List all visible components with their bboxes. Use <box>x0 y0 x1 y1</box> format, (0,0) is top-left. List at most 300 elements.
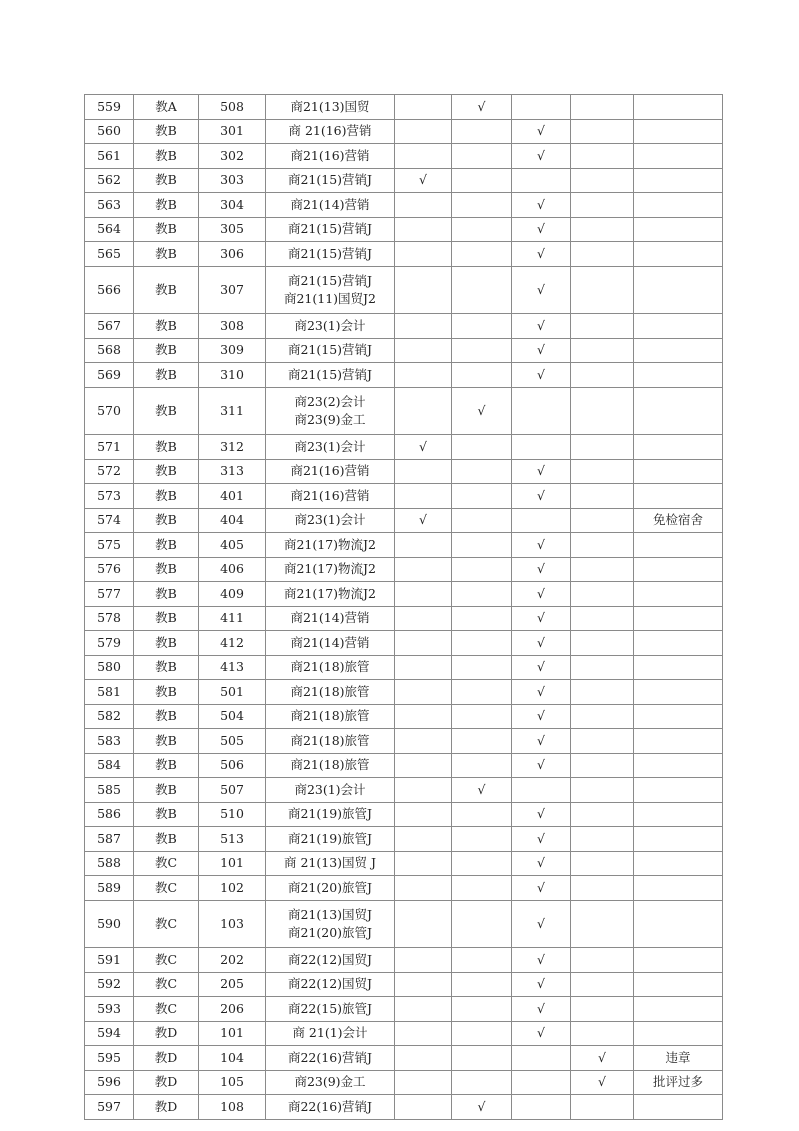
row-number-cell: 592 <box>85 972 134 997</box>
check-cell <box>512 680 571 705</box>
check-cell <box>395 729 452 754</box>
row-number-cell: 593 <box>85 997 134 1022</box>
class-cell <box>266 997 395 1022</box>
check-cell <box>452 582 512 607</box>
check-mark: √ <box>537 732 545 748</box>
check-mark: √ <box>537 245 545 261</box>
table-row <box>85 119 723 144</box>
check-cell <box>571 217 634 242</box>
row-number-cell: 586 <box>85 802 134 827</box>
room-cell: 304 <box>199 193 266 218</box>
check-cell <box>395 144 452 169</box>
row-number-cell: 580 <box>85 655 134 680</box>
class-name: 商22(12)国贸J <box>287 976 373 992</box>
check-mark: √ <box>537 915 545 931</box>
room-cell: 308 <box>199 314 266 339</box>
note-cell <box>634 387 723 435</box>
check-mark: √ <box>537 196 545 212</box>
note-cell: 免检宿舍 <box>634 508 723 533</box>
check-cell <box>571 972 634 997</box>
check-cell <box>395 193 452 218</box>
row-number-cell: 591 <box>85 948 134 973</box>
note-cell <box>634 827 723 852</box>
room-cell: 108 <box>199 1095 266 1120</box>
note-cell <box>634 851 723 876</box>
building-cell: 教B <box>134 533 199 558</box>
building-cell: 教B <box>134 144 199 169</box>
check-mark: √ <box>537 830 545 846</box>
check-cell <box>452 266 512 314</box>
room-cell: 105 <box>199 1070 266 1095</box>
class-cell <box>266 948 395 973</box>
class-cell <box>266 314 395 339</box>
room-cell: 309 <box>199 338 266 363</box>
check-cell <box>395 435 452 460</box>
check-mark: √ <box>537 610 545 626</box>
check-cell <box>395 851 452 876</box>
check-cell <box>395 387 452 435</box>
check-cell <box>395 948 452 973</box>
room-cell: 510 <box>199 802 266 827</box>
building-cell: 教B <box>134 266 199 314</box>
check-cell <box>452 851 512 876</box>
inspection-table <box>84 94 723 1120</box>
check-cell <box>571 655 634 680</box>
check-cell <box>395 876 452 901</box>
building-cell: 教B <box>134 314 199 339</box>
table-row <box>85 363 723 388</box>
check-cell <box>452 168 512 193</box>
table-row <box>85 851 723 876</box>
building-cell: 教B <box>134 680 199 705</box>
check-mark: √ <box>537 463 545 479</box>
check-cell <box>395 704 452 729</box>
class-name: 商21(15)营销J <box>287 172 373 188</box>
class-name: 商21(18)旅管 <box>290 659 370 675</box>
class-cell <box>266 217 395 242</box>
building-cell: 教B <box>134 459 199 484</box>
building-cell: 教D <box>134 1095 199 1120</box>
check-cell <box>452 948 512 973</box>
class-name: 商22(16)营销J <box>287 1049 373 1065</box>
table-row <box>85 217 723 242</box>
check-cell <box>512 484 571 509</box>
check-mark: √ <box>537 634 545 650</box>
check-mark: √ <box>477 1098 486 1114</box>
check-mark: √ <box>537 806 545 822</box>
class-name: 商21(13)国贸 <box>290 98 370 114</box>
note-cell <box>634 338 723 363</box>
row-number-cell: 560 <box>85 119 134 144</box>
check-cell <box>452 119 512 144</box>
class-name: 商23(1)会计 <box>294 438 366 454</box>
row-number-cell: 563 <box>85 193 134 218</box>
check-cell <box>512 557 571 582</box>
check-cell <box>452 1046 512 1071</box>
check-cell <box>395 314 452 339</box>
note-cell <box>634 557 723 582</box>
class-name: 商22(15)旅管J <box>287 1000 373 1016</box>
check-cell <box>452 533 512 558</box>
check-cell <box>571 900 634 948</box>
class-cell <box>266 435 395 460</box>
check-cell <box>395 582 452 607</box>
room-cell: 101 <box>199 851 266 876</box>
check-cell <box>571 193 634 218</box>
check-cell <box>395 557 452 582</box>
check-cell <box>452 997 512 1022</box>
note-cell <box>634 655 723 680</box>
check-cell <box>512 266 571 314</box>
row-number-cell: 561 <box>85 144 134 169</box>
building-cell: 教B <box>134 827 199 852</box>
class-cell <box>266 387 395 435</box>
check-cell <box>452 387 512 435</box>
check-cell <box>395 827 452 852</box>
class-name: 商23(1)会计 <box>294 781 366 797</box>
row-number-cell: 567 <box>85 314 134 339</box>
class-cell <box>266 484 395 509</box>
check-cell <box>452 1070 512 1095</box>
building-cell: 教B <box>134 363 199 388</box>
building-cell: 教B <box>134 753 199 778</box>
table-row <box>85 1095 723 1120</box>
check-cell <box>512 1095 571 1120</box>
class-name: 商21(16)营销 <box>290 487 370 503</box>
check-cell <box>512 704 571 729</box>
check-cell <box>452 729 512 754</box>
class-cell <box>266 972 395 997</box>
class-cell <box>266 1046 395 1071</box>
building-cell: 教B <box>134 484 199 509</box>
class-name: 商21(20)旅管J <box>287 879 373 895</box>
check-cell <box>452 338 512 363</box>
class-name: 商21(20)旅管J <box>287 924 373 940</box>
table-row <box>85 729 723 754</box>
room-cell: 311 <box>199 387 266 435</box>
table-row <box>85 778 723 803</box>
check-cell <box>512 193 571 218</box>
building-cell: 教B <box>134 655 199 680</box>
row-number-cell: 572 <box>85 459 134 484</box>
check-cell <box>571 1070 634 1095</box>
row-number-cell: 581 <box>85 680 134 705</box>
check-mark: √ <box>477 781 486 797</box>
check-cell <box>452 435 512 460</box>
room-cell: 306 <box>199 242 266 267</box>
check-cell <box>395 972 452 997</box>
check-cell <box>571 582 634 607</box>
check-cell <box>452 1021 512 1046</box>
check-cell <box>452 557 512 582</box>
building-cell: 教B <box>134 704 199 729</box>
check-cell <box>571 1046 634 1071</box>
note-cell <box>634 363 723 388</box>
room-cell: 513 <box>199 827 266 852</box>
table-row <box>85 266 723 314</box>
row-number-cell: 577 <box>85 582 134 607</box>
row-number-cell: 575 <box>85 533 134 558</box>
note-cell: 批评过多 <box>634 1070 723 1095</box>
table-row <box>85 753 723 778</box>
room-cell: 312 <box>199 435 266 460</box>
row-number-cell: 574 <box>85 508 134 533</box>
check-cell <box>452 606 512 631</box>
check-cell <box>512 435 571 460</box>
building-cell: 教B <box>134 387 199 435</box>
building-cell: 教B <box>134 168 199 193</box>
check-cell <box>512 95 571 120</box>
check-cell <box>395 119 452 144</box>
check-cell <box>395 533 452 558</box>
check-mark: √ <box>537 221 545 237</box>
check-cell <box>571 363 634 388</box>
class-name: 商21(15)营销J <box>287 366 373 382</box>
check-cell <box>512 1021 571 1046</box>
check-mark: √ <box>477 402 486 418</box>
class-name: 商21(14)营销 <box>290 196 370 212</box>
table-row <box>85 900 723 948</box>
class-cell <box>266 655 395 680</box>
class-cell <box>266 876 395 901</box>
class-name: 商21(16)营销 <box>290 463 370 479</box>
room-cell: 505 <box>199 729 266 754</box>
check-cell <box>395 997 452 1022</box>
check-cell <box>571 631 634 656</box>
class-name: 商21(18)旅管 <box>290 757 370 773</box>
row-number-cell: 576 <box>85 557 134 582</box>
room-cell: 405 <box>199 533 266 558</box>
check-cell <box>452 314 512 339</box>
check-cell <box>395 606 452 631</box>
check-cell <box>452 242 512 267</box>
table-row <box>85 827 723 852</box>
row-number-cell: 573 <box>85 484 134 509</box>
check-cell <box>395 900 452 948</box>
check-mark: √ <box>419 172 427 188</box>
check-cell <box>512 508 571 533</box>
check-cell <box>512 655 571 680</box>
row-number-cell: 570 <box>85 387 134 435</box>
check-cell <box>395 1021 452 1046</box>
row-number-cell: 590 <box>85 900 134 948</box>
check-cell <box>512 1046 571 1071</box>
check-cell <box>452 217 512 242</box>
class-cell <box>266 242 395 267</box>
check-cell <box>512 876 571 901</box>
room-cell: 504 <box>199 704 266 729</box>
note-cell <box>634 802 723 827</box>
room-cell: 404 <box>199 508 266 533</box>
class-cell <box>266 900 395 948</box>
row-number-cell: 597 <box>85 1095 134 1120</box>
class-cell <box>266 582 395 607</box>
check-cell <box>512 948 571 973</box>
class-cell <box>266 704 395 729</box>
row-number-cell: 596 <box>85 1070 134 1095</box>
row-number-cell: 565 <box>85 242 134 267</box>
table-row <box>85 242 723 267</box>
check-cell <box>512 606 571 631</box>
building-cell: 教B <box>134 606 199 631</box>
note-cell <box>634 1095 723 1120</box>
building-cell: 教C <box>134 876 199 901</box>
check-cell <box>452 1095 512 1120</box>
building-cell: 教C <box>134 997 199 1022</box>
class-name: 商 21(16)营销 <box>288 123 372 139</box>
class-name: 商23(1)会计 <box>294 317 366 333</box>
building-cell: 教C <box>134 972 199 997</box>
class-name: 商21(15)营销J <box>287 221 373 237</box>
building-cell: 教B <box>134 802 199 827</box>
check-cell <box>452 704 512 729</box>
note-cell <box>634 144 723 169</box>
check-cell <box>512 778 571 803</box>
check-cell <box>512 314 571 339</box>
check-mark: √ <box>537 366 545 382</box>
row-number-cell: 579 <box>85 631 134 656</box>
note-cell <box>634 704 723 729</box>
building-cell: 教B <box>134 631 199 656</box>
check-cell <box>512 582 571 607</box>
check-mark: √ <box>419 438 427 454</box>
class-name: 商21(16)营销 <box>290 147 370 163</box>
table-row <box>85 655 723 680</box>
table-row <box>85 997 723 1022</box>
check-cell <box>512 827 571 852</box>
class-name: 商21(18)旅管 <box>290 708 370 724</box>
note-cell <box>634 459 723 484</box>
table-row <box>85 338 723 363</box>
check-cell <box>452 827 512 852</box>
table-row <box>85 948 723 973</box>
room-cell: 104 <box>199 1046 266 1071</box>
note-cell <box>634 435 723 460</box>
check-cell <box>452 802 512 827</box>
check-cell <box>571 435 634 460</box>
note-cell <box>634 729 723 754</box>
check-mark: √ <box>537 708 545 724</box>
row-number-cell: 583 <box>85 729 134 754</box>
room-cell: 508 <box>199 95 266 120</box>
table-row <box>85 631 723 656</box>
class-name: 商21(19)旅管J <box>287 806 373 822</box>
building-cell: 教B <box>134 729 199 754</box>
class-cell <box>266 631 395 656</box>
check-cell <box>395 1070 452 1095</box>
check-cell <box>512 851 571 876</box>
check-mark: √ <box>537 123 545 139</box>
check-cell <box>512 631 571 656</box>
class-cell <box>266 266 395 314</box>
row-number-cell: 582 <box>85 704 134 729</box>
check-cell <box>512 729 571 754</box>
room-cell: 302 <box>199 144 266 169</box>
check-mark: √ <box>537 585 545 601</box>
note-cell <box>634 606 723 631</box>
room-cell: 313 <box>199 459 266 484</box>
class-cell <box>266 119 395 144</box>
check-mark: √ <box>537 1000 545 1016</box>
check-mark: √ <box>537 536 545 552</box>
building-cell: 教B <box>134 193 199 218</box>
building-cell: 教B <box>134 557 199 582</box>
check-cell <box>571 680 634 705</box>
room-cell: 406 <box>199 557 266 582</box>
table-row <box>85 1046 723 1071</box>
room-cell: 506 <box>199 753 266 778</box>
class-cell <box>266 459 395 484</box>
check-cell <box>571 827 634 852</box>
room-cell: 409 <box>199 582 266 607</box>
check-cell <box>571 557 634 582</box>
class-name: 商23(2)会计 <box>294 393 366 409</box>
room-cell: 303 <box>199 168 266 193</box>
table-row <box>85 1021 723 1046</box>
check-cell <box>571 266 634 314</box>
building-cell: 教D <box>134 1070 199 1095</box>
check-cell <box>395 1046 452 1071</box>
room-cell: 205 <box>199 972 266 997</box>
check-cell <box>395 631 452 656</box>
check-cell <box>512 387 571 435</box>
class-cell <box>266 802 395 827</box>
check-cell <box>395 95 452 120</box>
note-cell <box>634 484 723 509</box>
class-name: 商21(15)营销J <box>287 342 373 358</box>
check-cell <box>512 168 571 193</box>
note-cell <box>634 631 723 656</box>
check-cell <box>452 95 512 120</box>
note-cell <box>634 95 723 120</box>
check-cell <box>571 1095 634 1120</box>
row-number-cell: 569 <box>85 363 134 388</box>
table-row <box>85 314 723 339</box>
check-cell <box>571 704 634 729</box>
note-cell <box>634 900 723 948</box>
building-cell: 教A <box>134 95 199 120</box>
class-cell <box>266 680 395 705</box>
building-cell: 教B <box>134 119 199 144</box>
class-name: 商21(19)旅管J <box>287 830 373 846</box>
check-cell <box>571 387 634 435</box>
building-cell: 教D <box>134 1021 199 1046</box>
table-row <box>85 802 723 827</box>
note-cell <box>634 533 723 558</box>
room-cell: 310 <box>199 363 266 388</box>
row-number-cell: 568 <box>85 338 134 363</box>
check-mark: √ <box>598 1049 606 1065</box>
table-row <box>85 533 723 558</box>
note-cell <box>634 1021 723 1046</box>
room-cell: 501 <box>199 680 266 705</box>
check-mark: √ <box>537 976 545 992</box>
note-cell <box>634 242 723 267</box>
check-cell <box>512 997 571 1022</box>
check-cell <box>571 508 634 533</box>
class-name: 商21(18)旅管 <box>290 732 370 748</box>
note-cell <box>634 314 723 339</box>
class-cell <box>266 1095 395 1120</box>
check-cell <box>452 680 512 705</box>
check-mark: √ <box>537 757 545 773</box>
class-name: 商21(14)营销 <box>290 610 370 626</box>
room-cell: 401 <box>199 484 266 509</box>
check-cell <box>395 484 452 509</box>
note-cell <box>634 778 723 803</box>
class-name: 商21(18)旅管 <box>290 683 370 699</box>
class-name: 商21(13)国贸J <box>287 906 373 922</box>
